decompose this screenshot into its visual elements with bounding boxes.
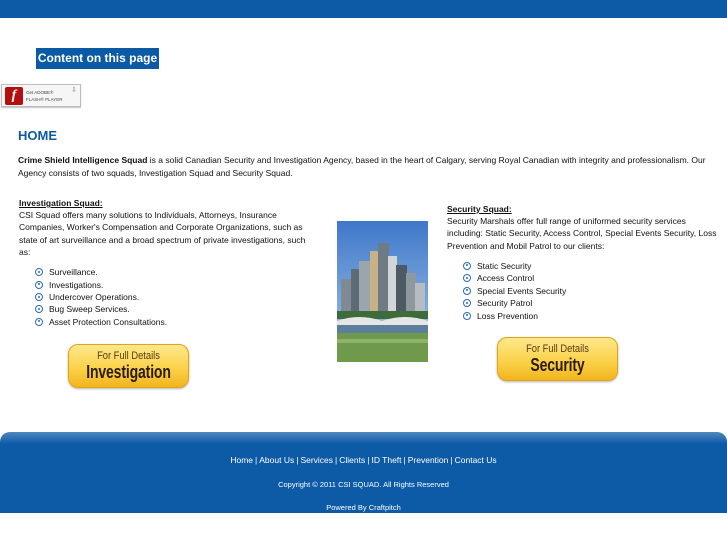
list-item: Security Patrol [463,297,717,309]
list-item: Special Events Security [463,285,717,297]
calgary-skyline-image [337,221,428,362]
flash-badge-line2: FLASH® PLAYER [26,97,63,102]
footer-link-home[interactable]: Home [230,455,254,465]
bullet-icon [35,281,43,289]
security-list [463,260,717,322]
bullet-icon [463,262,471,270]
bullet-icon [463,312,471,320]
button-caption: For Full Details [97,350,160,362]
intro-text: is a solid Canadian Security and Investigation Agency, based in the heart of Calgary, serving Royal Canadian with integrity and professionalism. Our Agency consists of two squads, Investigation Squad and Security Squad. [18,155,706,178]
security-heading: Security Squad: [447,204,512,214]
content-on-page-label: Content on this page [36,48,159,69]
list-item: Access Control [463,272,717,284]
footer-link-id-theft[interactable]: ID Theft [371,455,402,465]
separator: | [255,455,258,465]
bullet-icon [463,274,471,282]
top-bar [0,0,727,18]
list-item: Static Security [463,260,717,272]
bullet-icon [35,305,43,313]
list-item: Investigations. [35,279,319,291]
footer-link-contact-us[interactable]: Contact Us [454,455,497,465]
investigation-body: CSI Squad offers many solutions to Individuals, Attorneys, Insurance Companies, Worker's Compensation and Corporate Organizations, such as state of art surveillance and a broad spectrum of private investigations, such as: [19,210,306,257]
powered-by-link[interactable]: Powered By Craftpitch [326,503,401,512]
separator: | [403,455,406,465]
intro-paragraph [18,154,708,180]
separator: | [335,455,338,465]
security-details-button[interactable] [497,337,618,381]
button-title: Investigation [86,362,171,382]
footer-link-services[interactable]: Services [300,455,334,465]
list-item: Bug Sweep Services. [35,303,319,315]
bullet-icon [35,268,43,276]
flash-logo-icon: f [5,87,23,105]
investigation-details-button[interactable] [68,344,189,388]
footer-link-prevention[interactable]: Prevention [407,455,449,465]
flash-badge-line1: Get ADOBE® [26,90,54,95]
separator: | [367,455,370,465]
investigation-section [19,197,319,328]
security-body: Security Marshals offer full range of uniformed security services including: Static Security, Access Control, Special Events Security, Loss Prevention and Mobil Patrol to our clients: [447,216,717,251]
bullet-icon [35,293,43,301]
footer-link-about-us[interactable]: About Us [259,455,295,465]
list-item: Surveillance. [35,266,319,278]
download-arrow-icon: ⇩ [71,87,77,94]
bullet-icon [463,299,471,307]
footer-link-clients[interactable]: Clients [339,455,366,465]
button-title: Security [530,355,585,375]
bullet-icon [35,318,43,326]
list-item: Loss Prevention [463,310,717,322]
get-flash-player-badge[interactable] [1,84,81,107]
list-item: Asset Protection Consultations. [35,316,319,328]
footer [0,432,727,513]
investigation-list [35,266,319,328]
agency-name: Crime Shield Intelligence Squad [18,155,148,165]
separator: | [450,455,453,465]
copyright-text: Copyright © 2011 CSI SQUAD. All Rights Reserved [278,480,449,489]
list-item: Undercover Operations. [35,291,319,303]
footer-nav [0,455,727,465]
security-section [447,203,717,322]
page-title: HOME [18,128,57,143]
button-caption: For Full Details [526,343,589,355]
separator: | [296,455,299,465]
bullet-icon [463,287,471,295]
investigation-heading: Investigation Squad: [19,198,103,208]
